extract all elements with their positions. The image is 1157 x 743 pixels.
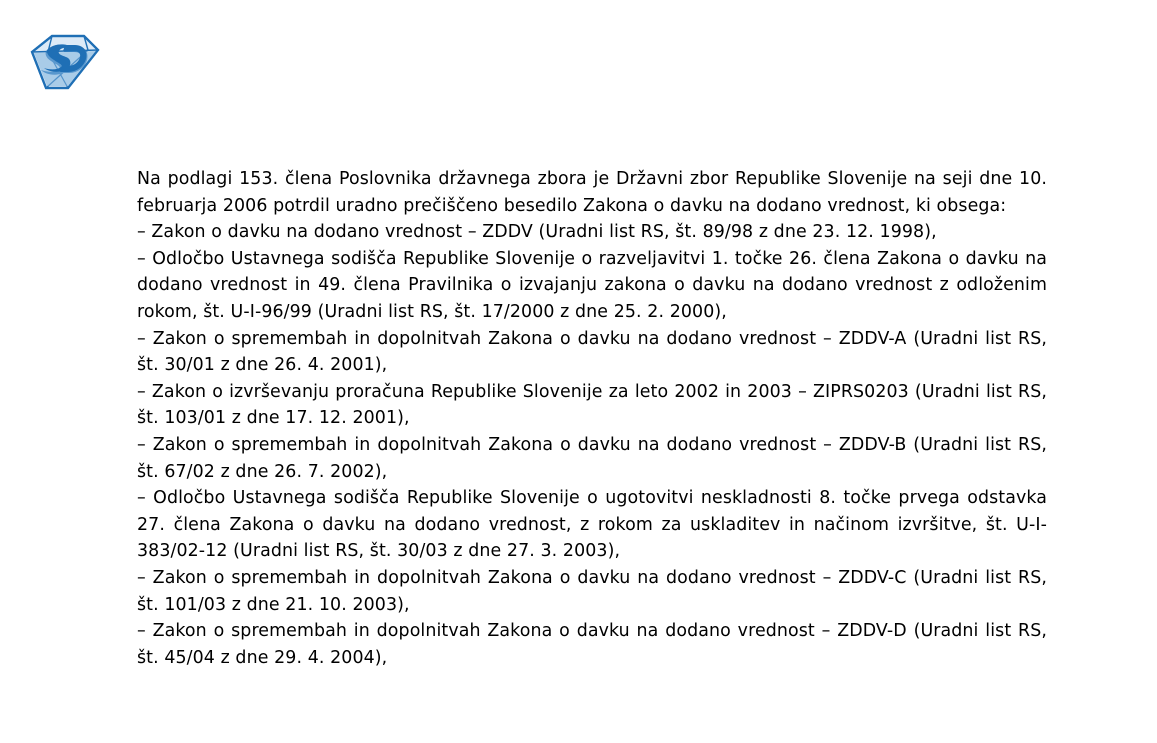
sd-emblem-logo — [22, 32, 104, 92]
paragraph-item-3: – Zakon o spremembah in dopolnitvah Zakona o davku na dodano vrednost – ZDDV-A (Uradni list RS, št. 30/01 z dne 26. 4. 2001), — [137, 328, 1047, 376]
paragraph-item-8: – Zakon o spremembah in dopolnitvah Zakona o davku na dodano vrednost – ZDDV-D (Uradni list RS, št. 45/04 z dne 29. 4. 2004), — [137, 621, 1047, 668]
document-text-block — [137, 166, 1047, 671]
paragraph-item-6: – Odločbo Ustavnega sodišča Republike Slovenije o ugotovitvi neskladnosti 8. točke prvega odstavka 27. člena Zakona o davku na dodano vrednost, z rokom za uskladitev in načinom izvršitve, št. U-I-383/02-12 (Uradni list RS, št. 30/03 z dne 27. 3. 2003), — [137, 488, 1047, 562]
paragraph-intro: Na podlagi 153. člena Poslovnika državnega zbora je Državni zbor Republike Slovenije na seji dne 10. februarja 2006 potrdil uradno prečiščeno besedilo Zakona o davku na dodano vrednost, ki obsega: — [137, 169, 1047, 216]
paragraph-item-7: – Zakon o spremembah in dopolnitvah Zakona o davku na dodano vrednost – ZDDV-C (Uradni list RS, št. 101/03 z dne 21. 10. 2003), — [137, 567, 1047, 615]
paragraph-item-4: – Zakon o izvrševanju proračuna Republike Slovenije za leto 2002 in 2003 – ZIPRS0203 (Uradni list RS, št. 103/01 z dne 17. 12. 2001), — [137, 381, 1047, 429]
paragraph-item-1: – Zakon o davku na dodano vrednost – ZDDV (Uradni list RS, št. 89/98 z dne 23. 12. 1998), — [137, 222, 937, 243]
paragraph-item-5: – Zakon o spremembah in dopolnitvah Zakona o davku na dodano vrednost – ZDDV-B (Uradni list RS, št. 67/02 z dne 26. 7. 2002), — [137, 434, 1047, 482]
paragraph-item-2: – Odločbo Ustavnega sodišča Republike Slovenije o razveljavitvi 1. točke 26. člena Zakona o davku na dodano vrednost in 49. člena Pravilnika o izvajanju zakona o davku na dodano vrednost z odloženim rokom, št. U-I-96/99 (Uradni list RS, št. 17/2000 z dne 25. 2. 2000), — [137, 248, 1047, 322]
